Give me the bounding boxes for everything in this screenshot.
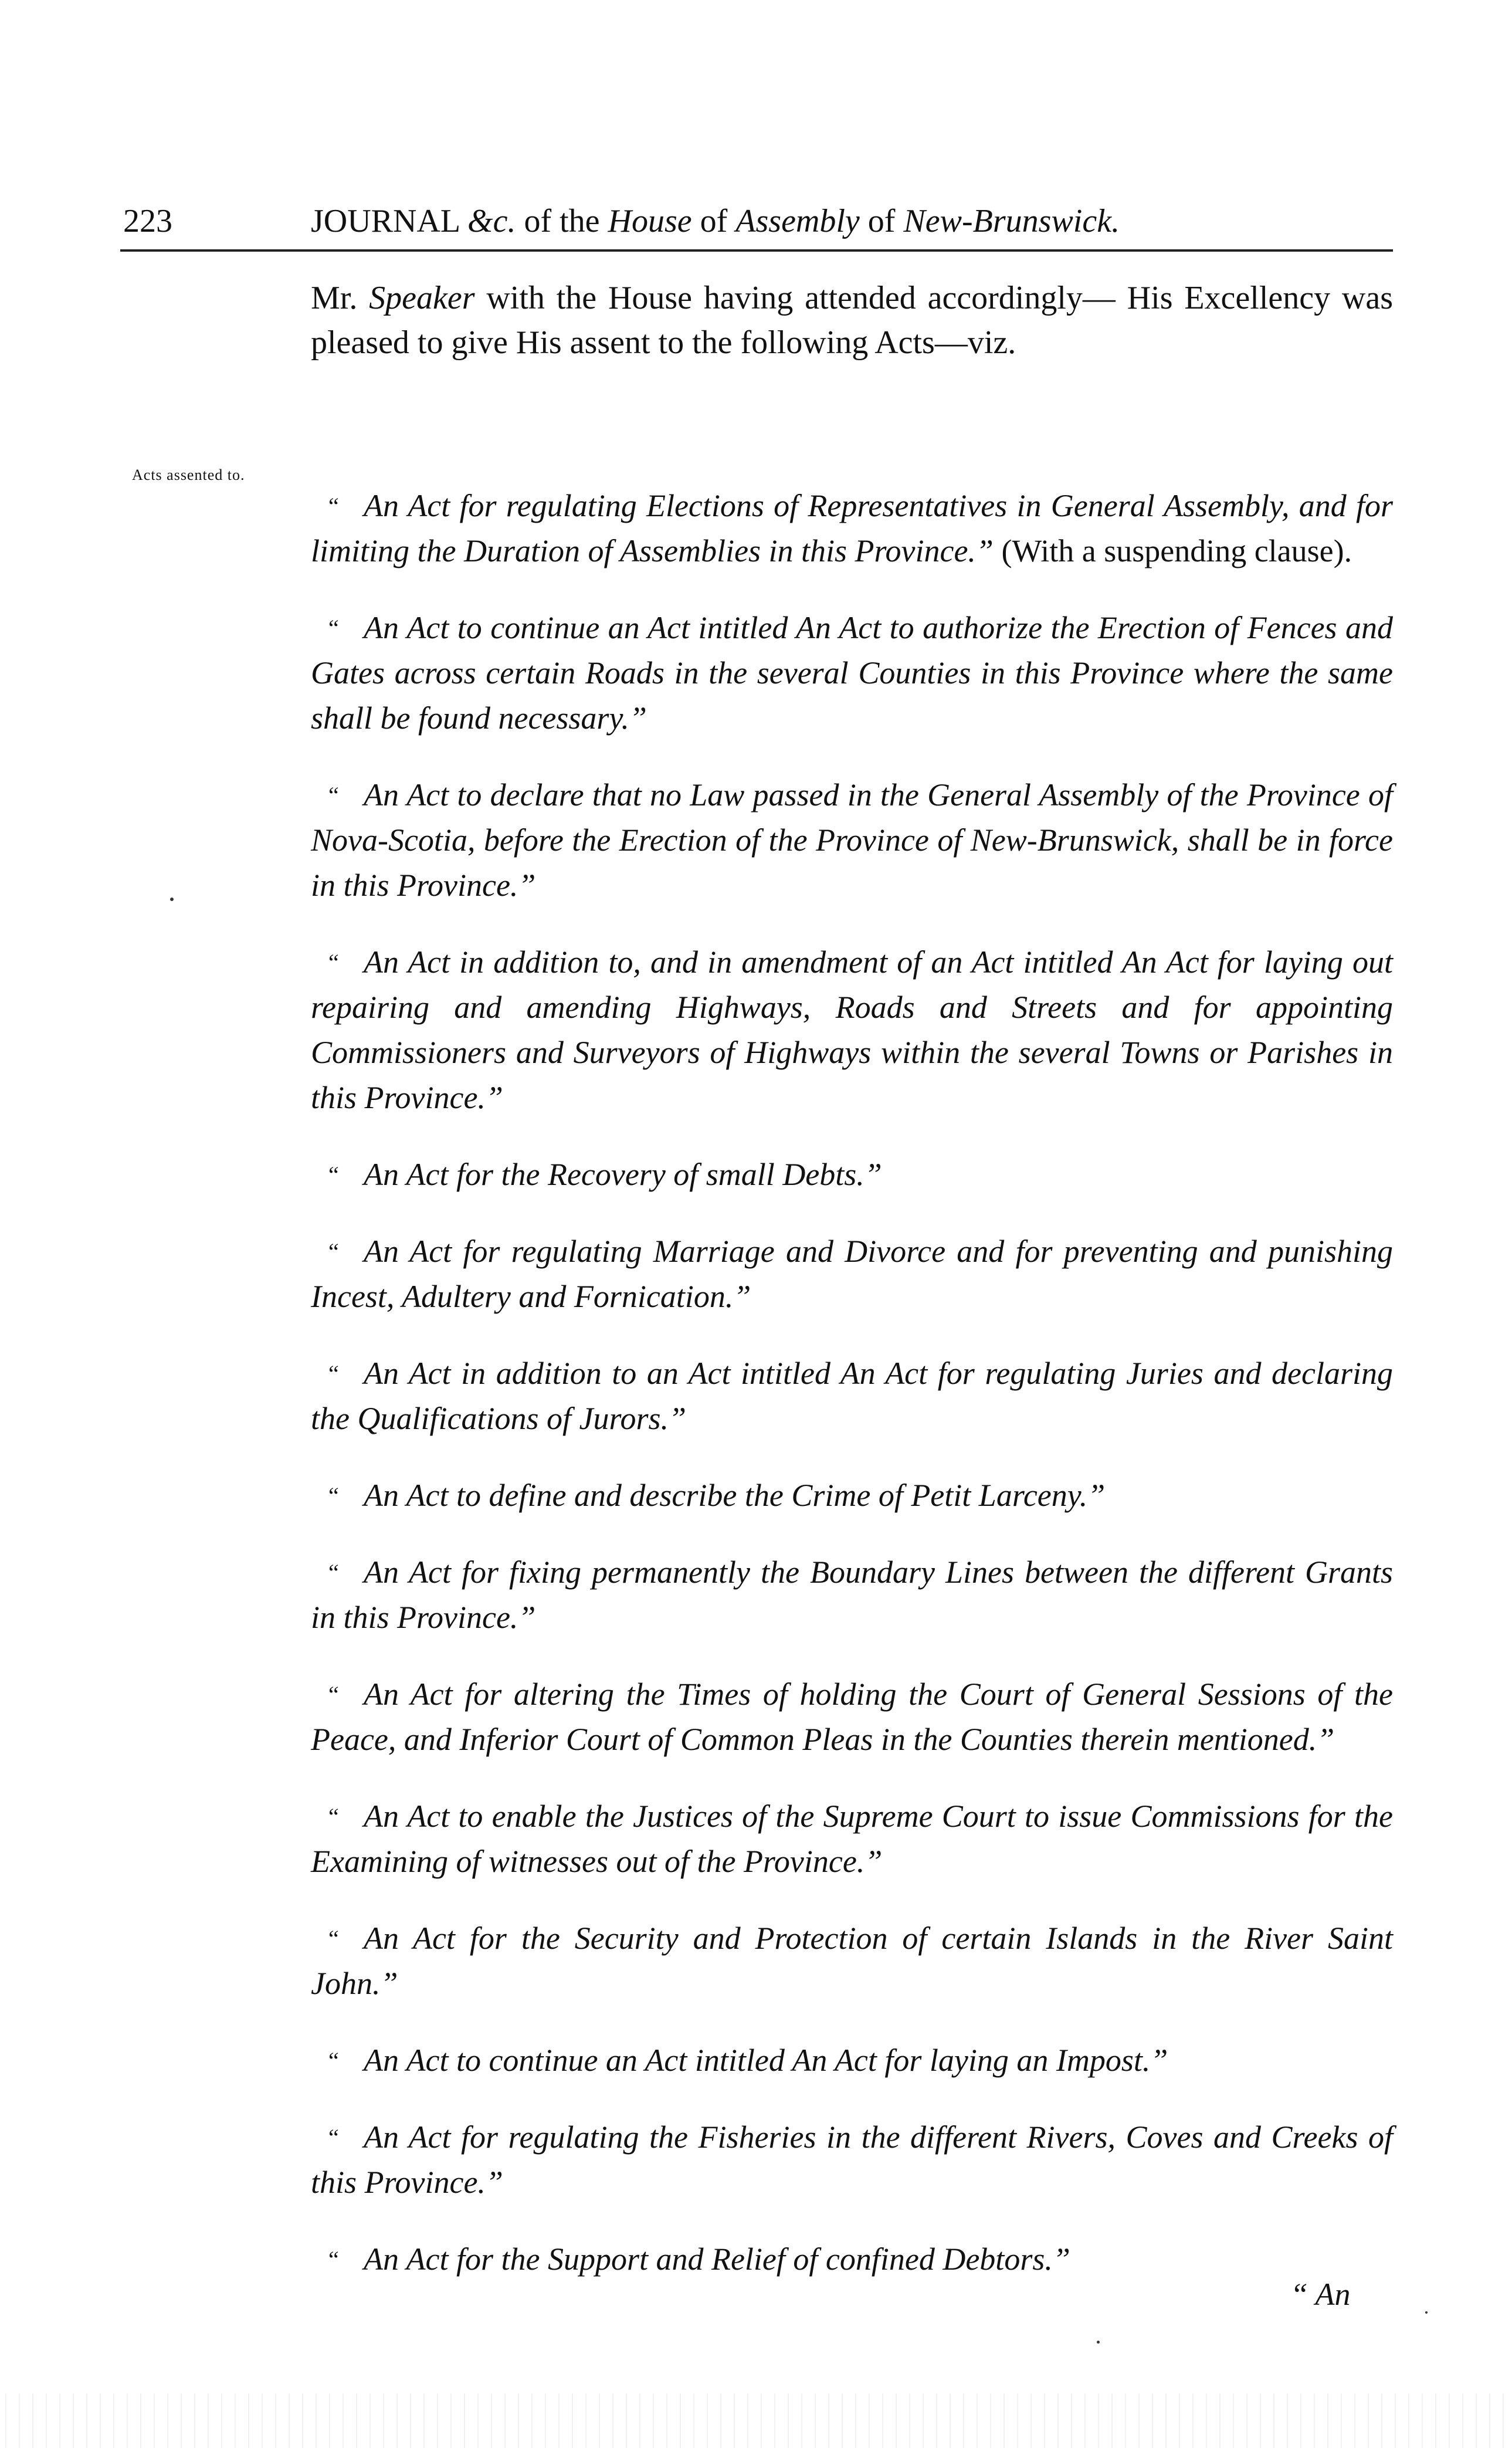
act-item: [311, 1550, 1393, 1640]
ink-speck: [1425, 2311, 1428, 2314]
quote-mark: “: [328, 1162, 339, 1188]
act-item: [311, 1229, 1393, 1319]
quote-mark: “: [328, 1482, 339, 1509]
act-tail: (With a suspending clause).: [993, 533, 1352, 568]
act-text: An Act to define and describe the Crime of Petit Larceny.”: [364, 1478, 1106, 1513]
acts-list: [311, 452, 1393, 2307]
act-item: [311, 1916, 1393, 2006]
act-text: An Act for regulating the Fisheries in the different Rivers, Coves and Creeks of this Province.”: [311, 2119, 1393, 2200]
scan-noise-edge: [0, 2393, 1512, 2448]
running-head-house: House: [608, 203, 692, 239]
act-item: [311, 1152, 1393, 1197]
act-item: [311, 2237, 1393, 2282]
running-head-of: of: [691, 203, 736, 239]
act-text: An Act to enable the Justices of the Supreme Court to issue Commissions for the Examining of witnesses out of the Province.”: [311, 1799, 1393, 1879]
act-text: An Act for fixing permanently the Boundary Lines between the different Grants in this Province.”: [311, 1555, 1393, 1635]
running-head-of-2: of: [859, 203, 904, 239]
quote-mark: “: [328, 949, 339, 976]
act-text: An Act for the Support and Relief of confined Debtors.”: [364, 2242, 1070, 2277]
intro-mr: Mr.: [311, 280, 369, 316]
quote-mark: “: [328, 493, 339, 519]
act-text: An Act for the Recovery of small Debts.”: [364, 1157, 882, 1192]
quote-mark: “: [328, 782, 339, 808]
act-item: [311, 773, 1393, 908]
act-text: An Act for regulating Elections of Representatives in General Assembly, and for limiting the Duration of Assemblies in this Province.”: [311, 488, 1393, 568]
intro-rest: with the House having attended accordingly— His Excellency was pleased to give His assent to the following Acts—viz.: [311, 280, 1393, 361]
running-header: [123, 194, 1396, 249]
running-head: [311, 194, 1120, 249]
running-head-etc: &c.: [467, 203, 516, 239]
quote-mark: “: [328, 2047, 339, 2074]
act-item: [311, 1794, 1393, 1884]
act-text: An Act to continue an Act intitled An Act for laying an Impost.”: [364, 2043, 1168, 2078]
act-item: [311, 605, 1393, 741]
act-text: An Act to continue an Act intitled An Act to authorize the Erection of Fences and Gates across certain Roads in the several Counties in this Province where the same shall be found necessary.”: [311, 610, 1393, 736]
running-head-assembly: Assembly: [735, 203, 860, 239]
act-item: [311, 1672, 1393, 1762]
act-text: An Act in addition to an Act intitled An Act for regulating Juries and declaring the Qualifications of Jurors.”: [311, 1356, 1393, 1436]
act-item: [311, 2115, 1393, 2205]
quote-mark: “: [328, 1803, 339, 1830]
ink-speck: [170, 898, 174, 901]
act-item: [311, 940, 1393, 1120]
intro-speaker: Speaker: [369, 280, 475, 316]
act-text: An Act in addition to, and in amendment of an Act intitled An Act for laying out repairing and amending Highways, Roads and Streets and for appointing Commissioners and Surveyors of Highways within the several Towns or Parishes in this Province.”: [311, 944, 1393, 1115]
intro-paragraph: [311, 276, 1393, 365]
act-text: An Act for the Security and Protection of certain Islands in the River Saint John.”: [311, 1921, 1393, 2001]
quote-mark: “: [328, 1559, 339, 1586]
quote-mark: “: [328, 1238, 339, 1265]
act-text: An Act for regulating Marriage and Divorce and for preventing and punishing Incest, Adultery and Fornication.”: [311, 1234, 1393, 1314]
running-head-of-the: of the: [516, 203, 608, 239]
quote-mark: “: [328, 1925, 339, 1952]
act-item: [311, 1351, 1393, 1441]
margin-note: Acts assented to.: [132, 466, 245, 483]
quote-mark: “: [328, 1360, 339, 1387]
act-text: An Act to declare that no Law passed in the General Assembly of the Province of Nova-Scotia, before the Erection of the Province of New-Brunswick, shall be in force in this Province.”: [311, 777, 1393, 903]
act-item: [311, 483, 1393, 574]
catchword: “ An: [1290, 2277, 1351, 2312]
quote-mark: “: [328, 1681, 339, 1708]
page-number: 223: [123, 203, 172, 239]
act-text: An Act for altering the Times of holding the Court of General Sessions of the Peace, and Inferior Court of Common Pleas in the Counties therein mentioned.”: [311, 1677, 1393, 1757]
act-item: [311, 2038, 1393, 2083]
quote-mark: “: [328, 615, 339, 641]
quote-mark: “: [328, 2124, 339, 2151]
running-head-journal: JOURNAL: [311, 203, 468, 239]
running-head-place: New-Brunswick.: [903, 203, 1120, 239]
act-item: [311, 1473, 1393, 1518]
quote-mark: “: [328, 2246, 339, 2273]
header-rule: [120, 249, 1393, 252]
ink-speck: [1097, 2341, 1100, 2344]
